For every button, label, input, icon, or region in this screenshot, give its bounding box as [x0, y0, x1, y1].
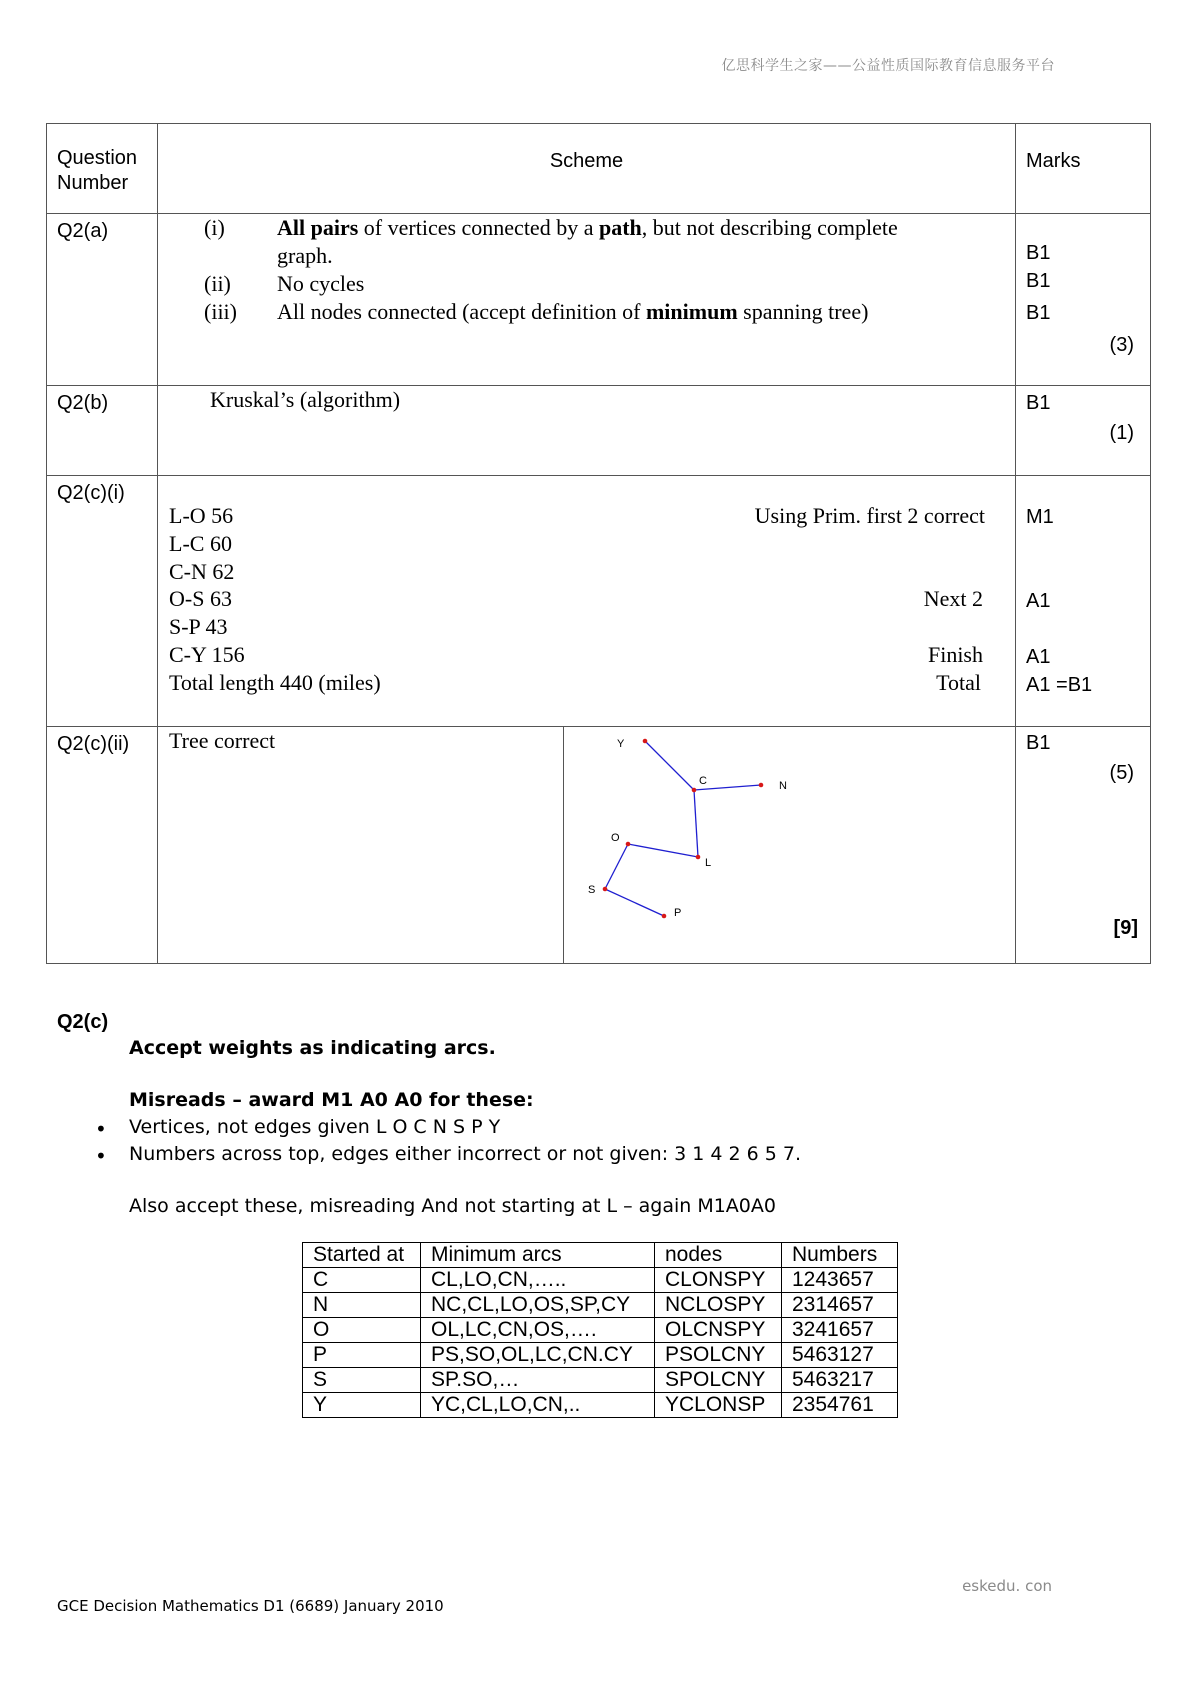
table-row: C CL,LO,CN,….. CLONSPY 1243657 [303, 1268, 898, 1293]
table-header-row: Started at Minimum arcs nodes Numbers [303, 1243, 898, 1268]
spanning-tree-diagram [564, 727, 1016, 963]
marks-cell: B1 (1) [1016, 386, 1151, 476]
question-number: Q2(c)(i) [47, 476, 158, 727]
header-marks: Marks [1016, 124, 1151, 214]
alternative-starts-table [302, 1242, 898, 1418]
table-row: P PS,SO,OL,LC,CN.CY PSOLCNY 5463127 [303, 1343, 898, 1368]
header-scheme: Scheme [158, 124, 1016, 214]
node-s [603, 887, 608, 892]
edge-c-l [694, 790, 698, 857]
node-o [626, 842, 631, 847]
label-n: N [779, 780, 787, 792]
bullet-icon: • [95, 1144, 107, 1168]
node-c [692, 788, 697, 793]
label-p: P [674, 907, 682, 919]
header-watermark-text: 亿思科学生之家——公益性质国际教育信息服务平台 [721, 58, 1055, 74]
question-number: Q2(a) [47, 214, 158, 386]
label-c: C [699, 775, 707, 787]
mark-scheme-table [46, 123, 1151, 964]
scheme-cell: Tree correct [158, 727, 564, 964]
footer-watermark: eskedu. con [962, 1577, 1052, 1595]
item-iii-text: All nodes connected (accept definition of minimum spanning tree) [277, 299, 869, 324]
node-n [759, 783, 764, 788]
also-accept-note: Also accept these, misreading And not starting at L – again M1A0A0 [129, 1195, 776, 1217]
node-y [643, 739, 648, 744]
label-s: S [588, 884, 596, 896]
misreads-heading: Misreads – award M1 A0 A0 for these: [129, 1089, 534, 1111]
label-y: Y [617, 738, 625, 750]
table-row: Y YC,CL,LO,CN,.. YCLONSP 2354761 [303, 1393, 898, 1418]
question-number: Q2(c)(ii) [47, 727, 158, 964]
scheme-cell: (i) All pairs of vertices connected by a path, but not describing complete graph. (ii) No cycles (iii) All nodes connected (accept definition of minimum spanning tree) [158, 214, 1016, 386]
notes-heading: Q2(c) [57, 1011, 109, 1033]
row-q2b [47, 386, 1151, 476]
edge-l-o [628, 844, 698, 857]
label-o: O [611, 832, 620, 844]
row-q2cii [47, 727, 1151, 964]
edge-o-s [605, 844, 628, 889]
accept-note: Accept weights as indicating arcs. [129, 1037, 496, 1059]
tree-diagram-cell [564, 727, 1016, 964]
row-q2ci [47, 476, 1151, 727]
edge-s-p [605, 889, 664, 916]
marks-cell: B1 (5) [9] [1016, 727, 1151, 964]
table-row: O OL,LC,CN,OS,…. OLCNSPY 3241657 [303, 1318, 898, 1343]
table-row: S SP.SO,… SPOLCNY 5463217 [303, 1368, 898, 1393]
node-l [696, 855, 701, 860]
header-question-number: Question Number [47, 124, 158, 214]
bullet-item: Vertices, not edges given L O C N S P Y [129, 1116, 501, 1138]
question-number: Q2(b) [47, 386, 158, 476]
bullet-icon: • [95, 1117, 107, 1141]
node-p [662, 914, 667, 919]
footer-document-title: GCE Decision Mathematics D1 (6689) January 2010 [57, 1597, 444, 1615]
marks-cell: B1 B1 B1 (3) [1016, 214, 1151, 386]
marks-cell: M1 A1 A1 A1 =B1 [1016, 476, 1151, 727]
item-i-text: All pairs of vertices connected by a path, but not describing complete [277, 215, 898, 240]
scheme-cell: L-O 56 L-C 60 C-N 62 O-S 63 S-P 43 C-Y 156 Total length 440 (miles) Using Prim. first 2 correct Next 2 Finish Total [158, 476, 1016, 727]
scheme-cell: Kruskal’s (algorithm) [158, 386, 1016, 476]
label-l: L [705, 857, 712, 869]
edge-y-c [645, 741, 694, 790]
table-row: N NC,CL,LO,OS,SP,CY NCLOSPY 2314657 [303, 1293, 898, 1318]
bullet-item: Numbers across top, edges either incorrect or not given: 3 1 4 2 6 5 7. [129, 1143, 802, 1165]
row-q2a [47, 214, 1151, 386]
